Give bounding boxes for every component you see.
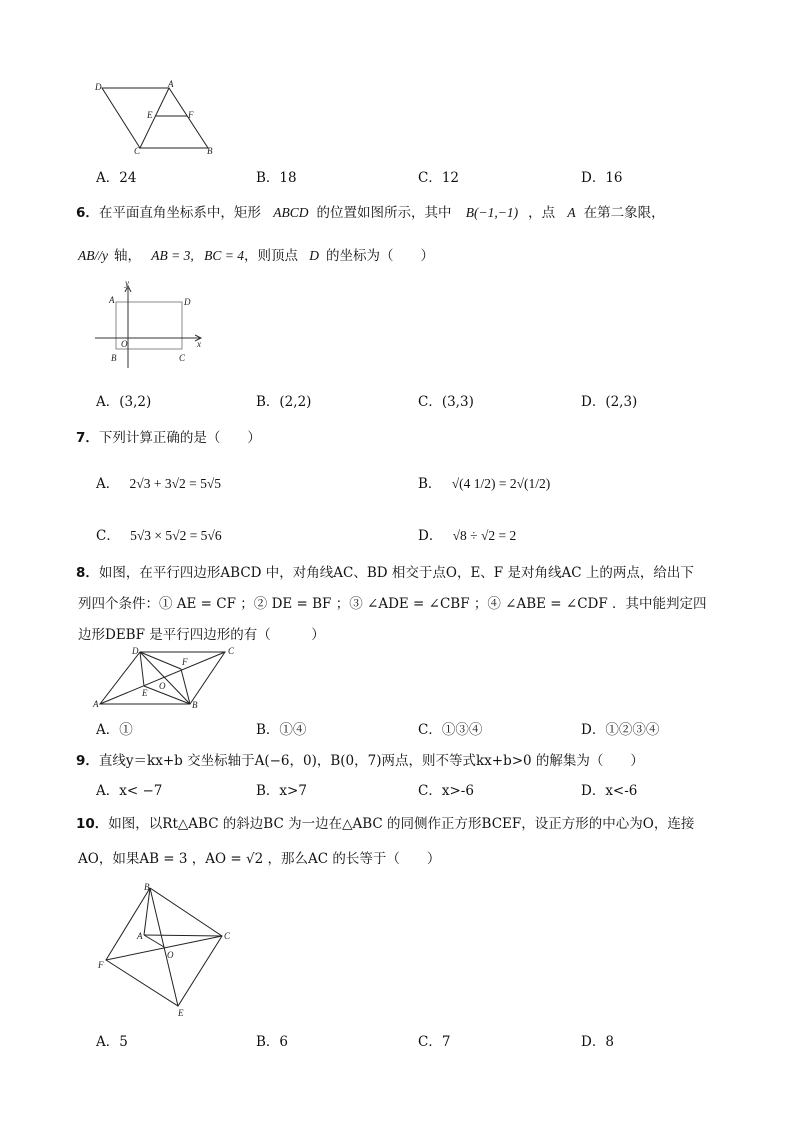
q7-option-a[interactable]: A． 2√3 + 3√2 = 5√5	[96, 476, 222, 492]
q6-option-a[interactable]: A．(3,2)	[96, 394, 152, 410]
q7-number: 7．	[76, 430, 99, 446]
q6-label-D: D	[184, 297, 191, 307]
q8-option-a[interactable]: A．①	[96, 722, 133, 738]
q8-stem-line1: 8．如图，在平行四边形ABCD 中，对角线AC、BD 相交于点O，E、F 是对角线AC 上的两点，给出下	[76, 565, 694, 581]
q7-option-a-expr: 2√3 + 3√2 = 5√5	[129, 476, 222, 491]
q6-label-O: O	[121, 339, 128, 349]
q10-label-A: A	[137, 931, 143, 941]
q9-option-d[interactable]: D．x<-6	[581, 783, 638, 799]
q7-stem: 7．下列计算正确的是（ ）	[76, 430, 261, 446]
q10-label-O: O	[167, 950, 174, 960]
q6-option-d[interactable]: D．(2,3)	[581, 394, 638, 410]
q6-label-B: B	[111, 353, 117, 363]
q10-option-d[interactable]: D．8	[581, 1034, 614, 1050]
q7-option-d[interactable]: D． √8 ÷ √2 = 2	[418, 528, 517, 544]
q8-label-D: D	[132, 646, 139, 656]
q5-label-B: B	[207, 146, 213, 156]
q6-label-C: C	[179, 353, 186, 363]
q6-stem-line1: 6．在平面直角坐标系中，矩形 ABCD 的位置如图所示，其中 B(−1,−1) ，点 A 在第二象限，	[76, 205, 665, 221]
q6-label-x: x	[197, 339, 201, 349]
q5-figure	[92, 79, 222, 156]
q10-label-B: B	[144, 882, 150, 892]
q8-option-b[interactable]: B．①④	[256, 722, 307, 738]
q7-option-d-expr: √8 ÷ √2 = 2	[452, 528, 517, 543]
q10-stem-line1: 10．如图，以Rt△ABC 的斜边BC 为一边在△ABC 的同侧作正方形BCEF，设正方形的中心为O，连接	[76, 816, 695, 832]
q6-label-y: y	[125, 278, 129, 288]
q6-number: 6．	[76, 205, 99, 221]
q7-option-b[interactable]: B． √(4 1/2) = 2√(1/2)	[418, 476, 551, 492]
q6-stem-line2: AB//y 轴， AB = 3, BC = 4，则顶点 D 的坐标为（ ）	[78, 248, 434, 264]
q8-figure	[92, 645, 242, 710]
q8-option-d[interactable]: D．①②③④	[581, 722, 660, 738]
q8-label-C: C	[228, 646, 235, 656]
q10-label-E: E	[178, 1008, 184, 1018]
q5-option-c[interactable]: C．12	[418, 170, 460, 186]
q10-label-F: F	[98, 960, 104, 970]
q8-stem-line3: 边形DEBF 是平行四边形的有（ ）	[78, 627, 325, 643]
q10-figure	[92, 880, 242, 1020]
q9-number: 9．	[76, 753, 99, 769]
q9-option-a[interactable]: A．x< −7	[96, 783, 163, 799]
q8-label-A: A	[93, 699, 99, 709]
q10-stem-line2: AO，如果AB = 3 ，AO = √2 ，那么AC 的长等于（ ）	[78, 851, 441, 867]
q6-figure	[92, 280, 207, 375]
q8-option-c[interactable]: C．①③④	[418, 722, 483, 738]
q8-label-F: F	[182, 657, 188, 667]
q5-option-d[interactable]: D．16	[581, 170, 623, 186]
q7-option-b-expr: √(4 1/2) = 2√(1/2)	[451, 476, 551, 491]
q8-number: 8．	[76, 565, 99, 581]
q5-label-F: F	[188, 110, 194, 120]
q9-option-b[interactable]: B．x>7	[256, 783, 307, 799]
q9-stem: 9．直线y＝kx+b 交坐标轴于A(−6，0)，B(0，7)两点，则不等式kx+b>0 的解集为（ ）	[76, 753, 644, 769]
q5-option-b[interactable]: B．18	[256, 170, 297, 186]
q10-number: 10．	[76, 816, 109, 832]
q8-label-O: O	[159, 681, 166, 691]
q6-option-b[interactable]: B．(2,2)	[256, 394, 312, 410]
q5-option-a[interactable]: A．24	[96, 170, 137, 186]
q10-option-c[interactable]: C．7	[418, 1034, 451, 1050]
q8-label-B: B	[192, 700, 198, 710]
q10-option-b[interactable]: B．6	[256, 1034, 289, 1050]
q10-option-a[interactable]: A．5	[96, 1034, 128, 1050]
q7-option-c-expr: 5√3 × 5√2 = 5√6	[130, 528, 222, 543]
q6-option-c[interactable]: C．(3,3)	[418, 394, 474, 410]
q5-label-D: D	[95, 82, 102, 92]
q8-label-E: E	[142, 688, 148, 698]
q5-label-E: E	[147, 110, 153, 120]
q7-option-c[interactable]: C． 5√3 × 5√2 = 5√6	[96, 528, 222, 544]
q10-label-C: C	[224, 931, 231, 941]
q8-stem-line2: 列四个条件：① AE = CF ；② DE = BF ；③ ∠ADE = ∠CBF ；④ ∠ABE = ∠CDF ．其中能判定四	[78, 596, 707, 612]
q6-label-A: A	[109, 295, 115, 305]
q5-label-C: C	[134, 146, 141, 156]
q9-option-c[interactable]: C．x>-6	[418, 783, 474, 799]
q5-label-A: A	[168, 79, 174, 89]
